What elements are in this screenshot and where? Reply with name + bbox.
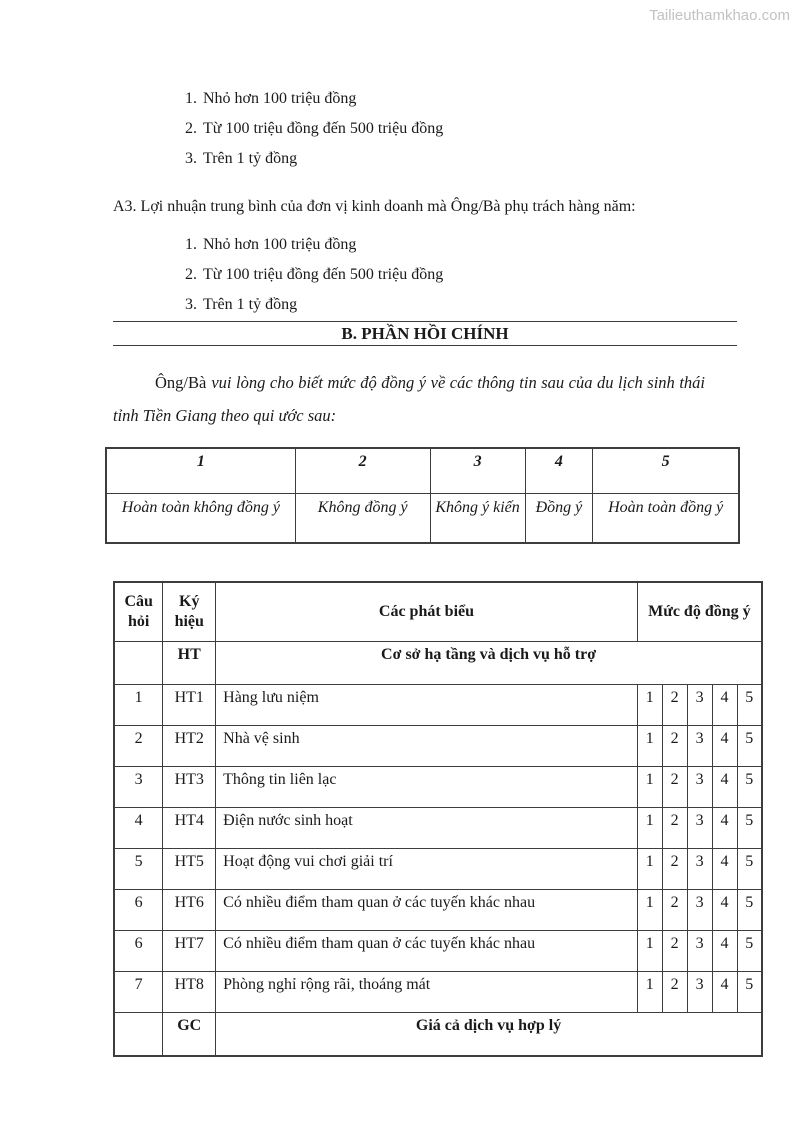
rating-option-cell: 5 [737,972,762,1013]
rating-option-cell: 5 [737,931,762,972]
survey-row [114,890,762,931]
empty-cell [114,1013,163,1057]
rating-option-cell: 2 [662,685,687,726]
group-header-row [114,642,762,685]
list-item-marker: 3. [185,150,197,167]
rating-option-cell: 4 [712,849,737,890]
code-cell: HT2 [163,726,216,767]
section-b-intro [113,366,705,432]
header-question-number: Câu hỏi [114,582,163,642]
header-rating: Mức độ đồng ý [637,582,762,642]
rating-option-cell: 4 [712,931,737,972]
statement-cell: Có nhiều điểm tham quan ở các tuyến khác nhau [216,890,638,931]
rating-option-cell: 4 [712,726,737,767]
rating-option-cell: 1 [637,767,662,808]
question-number-cell: 2 [114,726,163,767]
list-item-text: Trên 1 tỷ đồng [203,296,298,313]
statement-cell: Hàng lưu niệm [216,685,638,726]
survey-statements-table [113,581,763,1057]
question-number-cell: 4 [114,808,163,849]
rating-option-cell: 4 [712,972,737,1013]
question-a3-label: A3. Lợi nhuận trung bình của đơn vị kinh doanh mà Ông/Bà phụ trách hàng năm: [113,198,636,215]
rating-option-cell: 1 [637,972,662,1013]
header-code: Ký hiệu [163,582,216,642]
rating-option-cell: 1 [637,808,662,849]
rating-option-cell: 5 [737,890,762,931]
scale-label-cell: Đồng ý [525,494,593,544]
list-item [185,84,794,114]
question-number-cell: 1 [114,685,163,726]
rating-option-cell: 3 [687,685,712,726]
survey-row [114,849,762,890]
watermark-text: Tailieuthamkhao.com [649,7,790,24]
scale-value-cell: 3 [430,448,525,494]
table-header-row [114,582,762,642]
scale-label-cell: Không ý kiến [430,494,525,544]
rating-option-cell: 5 [737,726,762,767]
question-a3-options-list [185,230,794,320]
statement-cell: Điện nước sinh hoạt [216,808,638,849]
rating-option-cell: 3 [687,808,712,849]
scale-label-cell: Không đồng ý [295,494,430,544]
list-item-marker: 2. [185,266,197,283]
list-item [185,114,794,144]
section-b-title-block [113,321,737,346]
code-cell: HT7 [163,931,216,972]
rating-option-cell: 2 [662,849,687,890]
survey-row [114,685,762,726]
rating-option-cell: 4 [712,890,737,931]
rating-option-cell: 4 [712,685,737,726]
rating-option-cell: 2 [662,808,687,849]
rating-option-cell: 3 [687,849,712,890]
scale-label-cell: Hoàn toàn không đồng ý [106,494,295,544]
list-item-text: Nhỏ hơn 100 triệu đồng [203,90,357,107]
list-item-text: Trên 1 tỷ đồng [203,150,298,167]
scale-value-cell: 2 [295,448,430,494]
rating-option-cell: 1 [637,849,662,890]
code-cell: HT6 [163,890,216,931]
rating-option-cell: 3 [687,726,712,767]
scale-values-row [106,448,739,494]
code-cell: HT1 [163,685,216,726]
list-item-marker: 1. [185,90,197,107]
scale-value-cell: 5 [593,448,739,494]
list-item [185,230,794,260]
code-cell: HT5 [163,849,216,890]
intro-italic-text: vui lòng cho biết mức độ đồng ý về các thông tin sau của du lịch sinh thái tỉnh Tiền Giang theo qui ước sau: [113,373,705,425]
question-number-cell: 7 [114,972,163,1013]
list-item-text: Nhỏ hơn 100 triệu đồng [203,236,357,253]
statement-cell: Nhà vệ sinh [216,726,638,767]
scale-labels-row [106,494,739,544]
survey-row [114,726,762,767]
group-label-cell: Cơ sở hạ tầng và dịch vụ hỗ trợ [216,642,762,685]
survey-row [114,931,762,972]
rating-option-cell: 3 [687,931,712,972]
list-item-marker: 2. [185,120,197,137]
survey-row [114,972,762,1013]
group-label-cell: Giá cả dịch vụ hợp lý [216,1013,762,1057]
code-cell: HT8 [163,972,216,1013]
code-cell: HT3 [163,767,216,808]
list-item [185,290,794,320]
list-item-marker: 3. [185,296,197,313]
rating-option-cell: 1 [637,726,662,767]
rating-scale-legend-table [105,447,740,544]
list-item-text: Từ 100 triệu đồng đến 500 triệu đồng [203,120,444,137]
rating-option-cell: 1 [637,931,662,972]
rating-option-cell: 4 [712,767,737,808]
list-item [185,144,794,174]
question-number-cell: 5 [114,849,163,890]
group-code-cell: HT [163,642,216,685]
rating-option-cell: 5 [737,808,762,849]
rating-option-cell: 2 [662,931,687,972]
scale-value-cell: 1 [106,448,295,494]
empty-cell [114,642,163,685]
intro-lead-text: Ông/Bà [155,373,207,392]
rating-option-cell: 3 [687,972,712,1013]
statement-cell: Phòng nghỉ rộng rãi, thoáng mát [216,972,638,1013]
list-item-marker: 1. [185,236,197,253]
rating-option-cell: 2 [662,890,687,931]
rating-option-cell: 2 [662,726,687,767]
list-item-text: Từ 100 triệu đồng đến 500 triệu đồng [203,266,444,283]
question-number-cell: 6 [114,890,163,931]
header-statement: Các phát biểu [216,582,638,642]
survey-row [114,808,762,849]
question-number-cell: 3 [114,767,163,808]
statement-cell: Hoạt động vui chơi giải trí [216,849,638,890]
group-footer-row [114,1013,762,1057]
section-b-title: B. PHẦN HỒI CHÍNH [341,324,509,343]
rating-option-cell: 3 [687,890,712,931]
question-number-cell: 6 [114,931,163,972]
scale-label-cell: Hoàn toàn đồng ý [593,494,739,544]
statement-cell: Thông tin liên lạc [216,767,638,808]
rating-option-cell: 2 [662,767,687,808]
statement-cell: Có nhiều điểm tham quan ở các tuyến khác nhau [216,931,638,972]
group-code-cell: GC [163,1013,216,1057]
rating-option-cell: 2 [662,972,687,1013]
rating-option-cell: 5 [737,849,762,890]
rating-option-cell: 4 [712,808,737,849]
list-item [185,260,794,290]
rating-option-cell: 5 [737,685,762,726]
answer-options-list [185,0,794,174]
rating-option-cell: 1 [637,890,662,931]
rating-option-cell: 5 [737,767,762,808]
survey-row [114,767,762,808]
rating-option-cell: 1 [637,685,662,726]
code-cell: HT4 [163,808,216,849]
scale-value-cell: 4 [525,448,593,494]
rating-option-cell: 3 [687,767,712,808]
